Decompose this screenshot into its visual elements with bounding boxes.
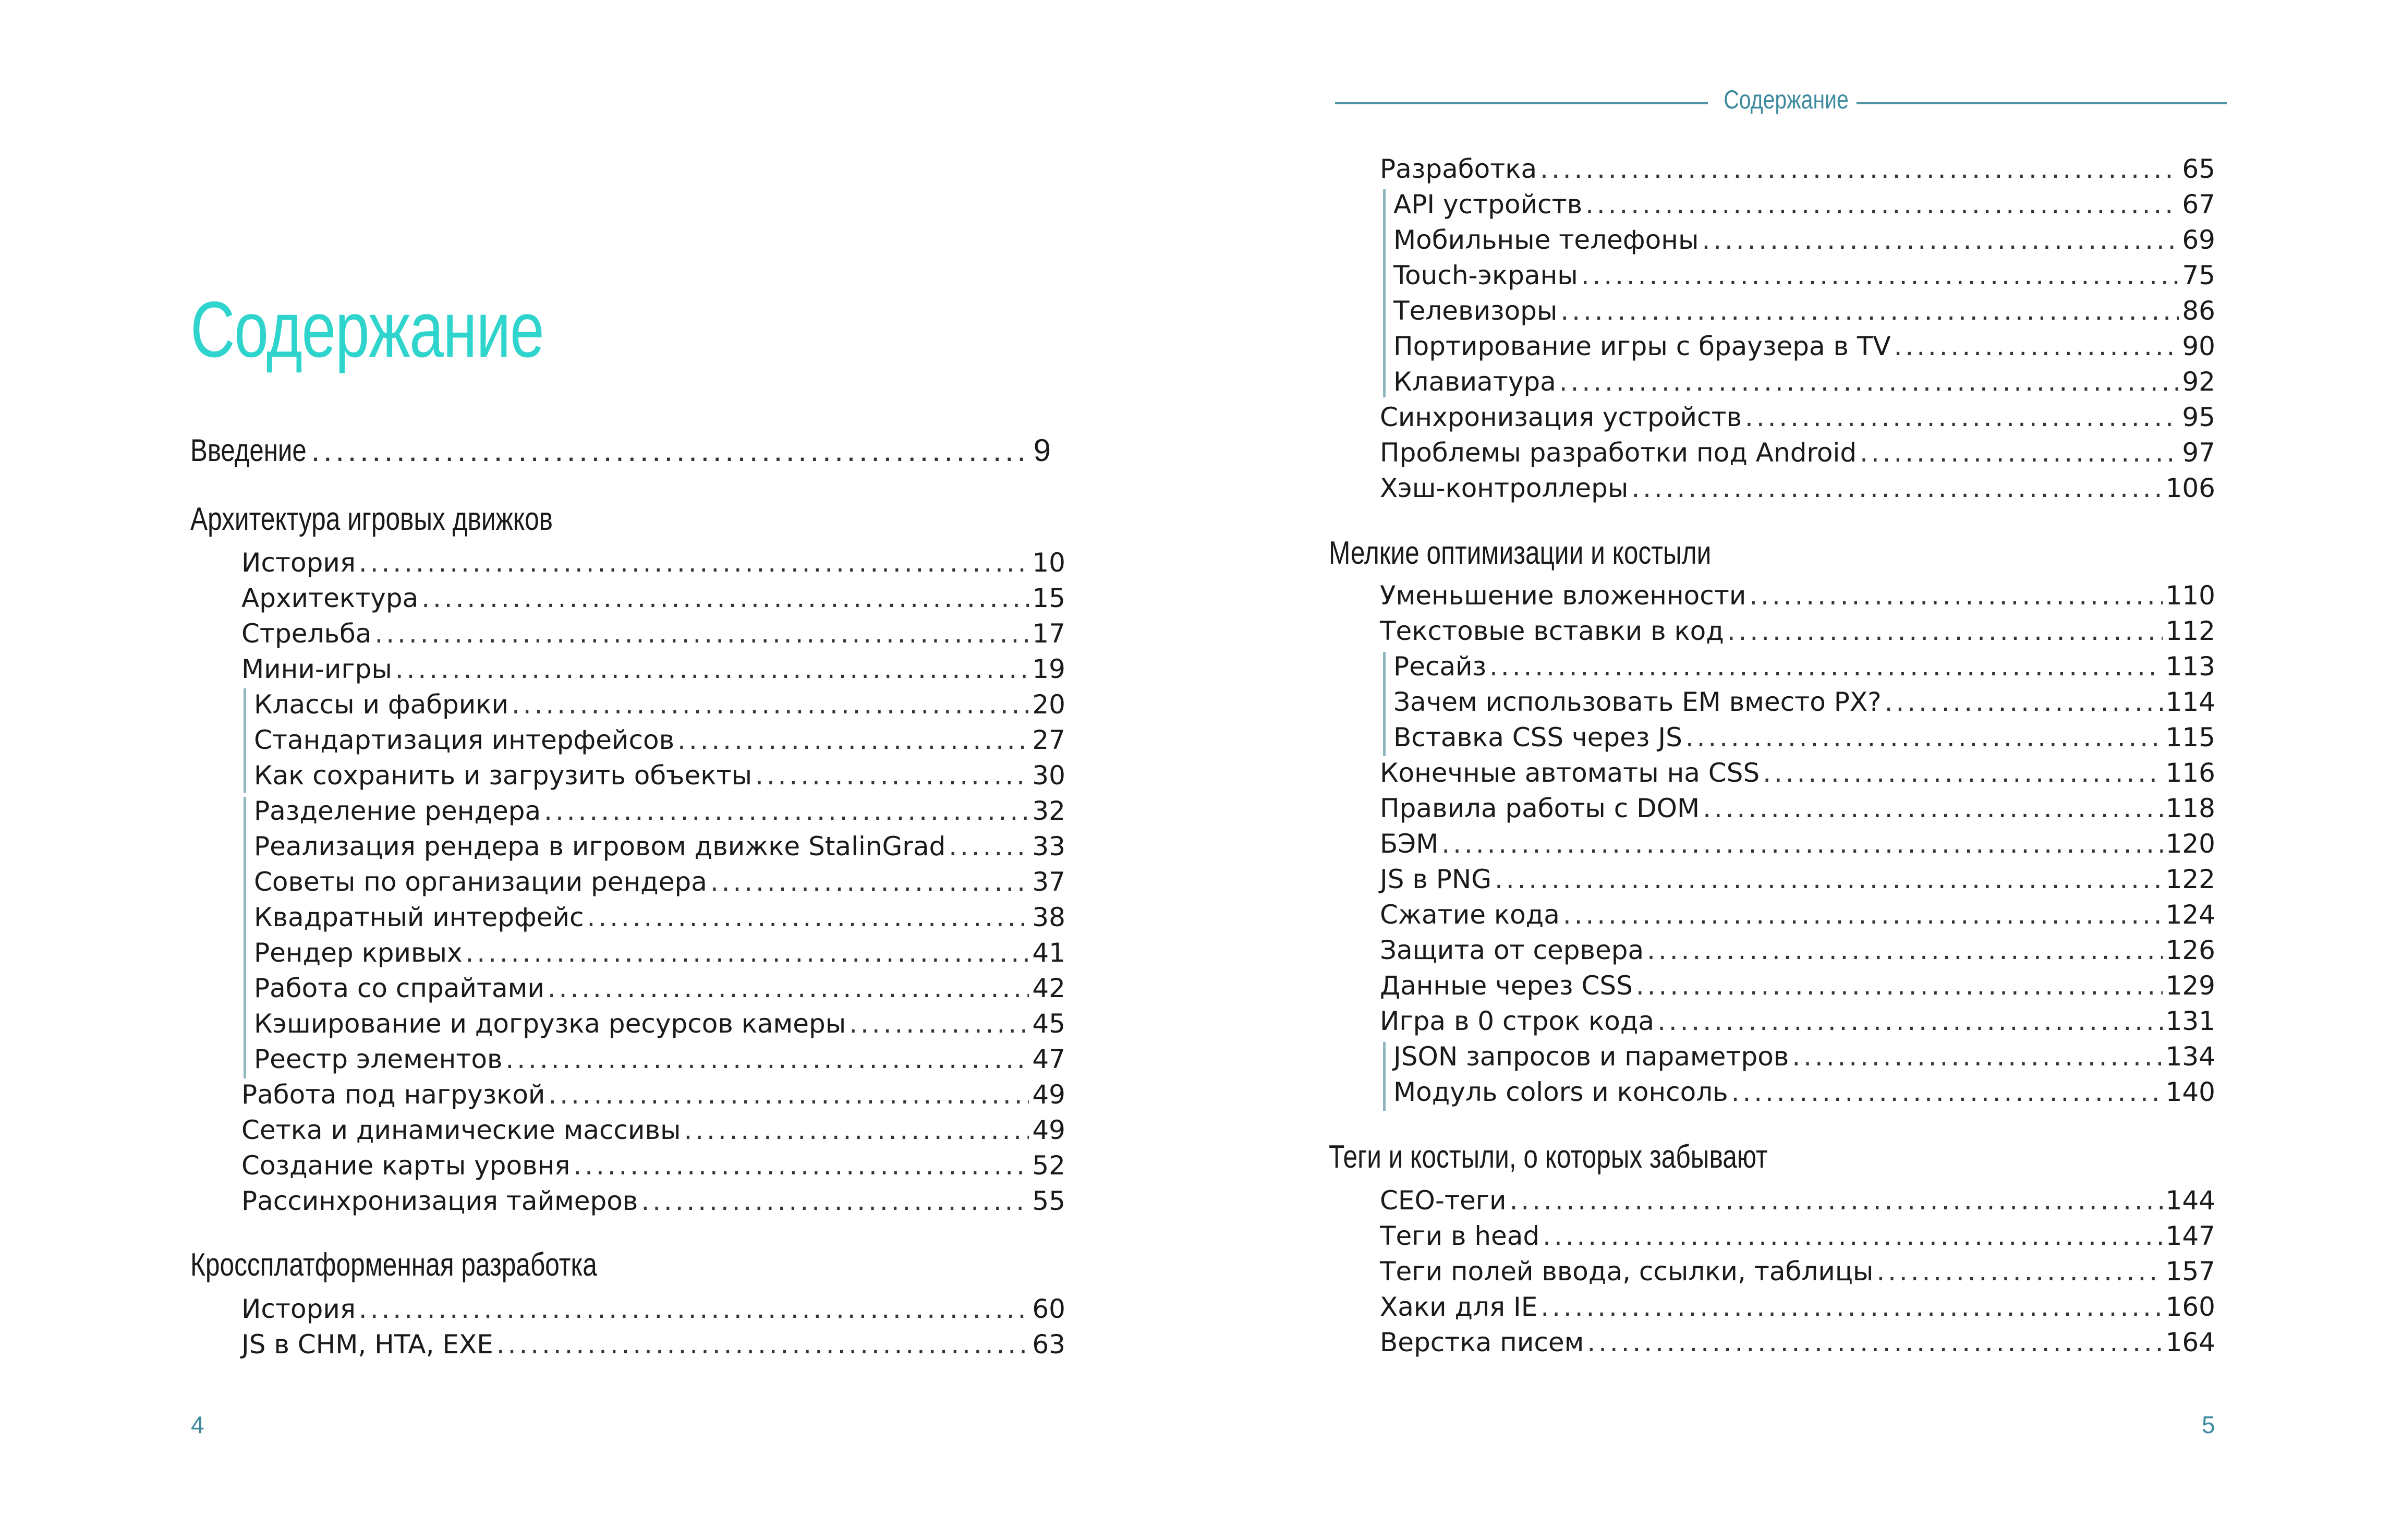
toc-entry-page: 55 bbox=[1032, 1186, 1065, 1216]
toc-entry[interactable] bbox=[254, 935, 1065, 971]
toc-entry[interactable] bbox=[1380, 1254, 2215, 1289]
subsection-bar bbox=[244, 688, 246, 793]
toc-entry[interactable] bbox=[241, 651, 1065, 687]
leader-dots bbox=[1631, 470, 2162, 506]
toc-entry-title: API устройств bbox=[1393, 189, 1583, 220]
toc-entry[interactable] bbox=[241, 1327, 1065, 1362]
leader-dots bbox=[1703, 791, 2162, 826]
toc-entry-page: 106 bbox=[2165, 473, 2215, 503]
toc-entry-page: 9 bbox=[1033, 433, 1051, 468]
leader-dots bbox=[374, 616, 1029, 651]
page-title: Содержание bbox=[190, 285, 544, 374]
toc-entry[interactable] bbox=[254, 793, 1065, 829]
toc-entry-page: 124 bbox=[2165, 900, 2215, 930]
section-heading: Мелкие оптимизации и костыли bbox=[1329, 535, 1712, 571]
toc-entry-title: История bbox=[241, 548, 356, 578]
toc-entry[interactable] bbox=[241, 1148, 1065, 1183]
toc-entry-title: Уменьшение вложенности bbox=[1380, 580, 1746, 611]
toc-entry-page: 122 bbox=[2165, 864, 2215, 894]
toc-entry[interactable] bbox=[1380, 755, 2215, 791]
toc-entry-title: Вставка CSS через JS bbox=[1393, 722, 1682, 753]
leader-dots bbox=[1540, 1289, 2162, 1325]
toc-entry-page: 52 bbox=[1032, 1150, 1065, 1181]
toc-entry-title: Модуль colors и консоль bbox=[1393, 1077, 1728, 1107]
section-heading: Архитектура игровых движков bbox=[190, 501, 553, 537]
toc-entry-title: СЕО-теги bbox=[1380, 1185, 1507, 1216]
leader-dots bbox=[466, 935, 1029, 971]
header-rule-right bbox=[1857, 102, 2227, 104]
subsection-bar bbox=[1383, 1042, 1386, 1111]
toc-entry[interactable] bbox=[241, 616, 1065, 651]
leader-dots bbox=[421, 580, 1029, 616]
toc-entry-title: Кэширование и догрузка ресурсов камеры bbox=[254, 1009, 846, 1039]
leader-dots bbox=[359, 545, 1029, 580]
toc-entry-page: 134 bbox=[2165, 1041, 2215, 1072]
leader-dots bbox=[1792, 1039, 2162, 1074]
toc-entry-page: 17 bbox=[1032, 619, 1065, 649]
toc-entry-page: 10 bbox=[1032, 548, 1065, 578]
leader-dots bbox=[710, 864, 1029, 900]
toc-entry-page: 116 bbox=[2165, 758, 2215, 788]
toc-entry[interactable] bbox=[1380, 791, 2215, 826]
toc-entry-title: Touch-экраны bbox=[1393, 260, 1578, 290]
toc-entry[interactable] bbox=[1380, 435, 2215, 470]
toc-entry-title: Данные через CSS bbox=[1380, 971, 1633, 1001]
toc-entry[interactable] bbox=[254, 722, 1065, 758]
subsection-bar bbox=[1383, 189, 1386, 397]
toc-entry[interactable] bbox=[1380, 399, 2215, 435]
leader-dots bbox=[849, 1006, 1029, 1041]
toc-entry[interactable] bbox=[254, 1006, 1065, 1041]
toc-entry-page: 110 bbox=[2165, 580, 2215, 611]
toc-entry-title: Правила работы с DOM bbox=[1380, 793, 1700, 823]
toc-entry[interactable] bbox=[254, 864, 1065, 900]
toc-entry-page: 20 bbox=[1032, 689, 1065, 720]
leader-dots bbox=[1876, 1254, 2162, 1289]
toc-entry-title: Реестр элементов bbox=[254, 1044, 503, 1074]
toc-entry[interactable] bbox=[241, 1291, 1065, 1327]
leader-dots bbox=[949, 829, 1029, 864]
toc-entry-page: 120 bbox=[2165, 829, 2215, 859]
toc-entry-title: Создание карты уровня bbox=[241, 1150, 571, 1181]
toc-entry[interactable] bbox=[254, 758, 1065, 793]
toc-entry-page: 75 bbox=[2182, 260, 2215, 290]
toc-entry[interactable] bbox=[1380, 613, 2215, 649]
toc-entry-page: 140 bbox=[2165, 1077, 2215, 1107]
toc-entry-title: Проблемы разработки под Android bbox=[1380, 438, 1857, 468]
toc-entry[interactable] bbox=[1380, 897, 2215, 932]
toc-entry-title: Советы по организации рендера bbox=[254, 867, 707, 897]
toc-entry[interactable] bbox=[241, 580, 1065, 616]
toc-entry-title: Текстовые вставки в код bbox=[1380, 616, 1724, 646]
leader-dots bbox=[359, 1291, 1029, 1327]
toc-entry[interactable] bbox=[1393, 329, 2215, 364]
toc-entry-page: 92 bbox=[2182, 367, 2215, 397]
toc-entry-title: Игра в 0 строк кода bbox=[1380, 1006, 1655, 1036]
toc-entry[interactable] bbox=[1393, 649, 2215, 684]
toc-entry[interactable] bbox=[254, 687, 1065, 722]
toc-entry[interactable] bbox=[1380, 1183, 2215, 1218]
leader-dots bbox=[1495, 862, 2163, 897]
header-rule-left bbox=[1335, 102, 1708, 104]
toc-entry[interactable] bbox=[241, 545, 1065, 580]
toc-entry-title: JS в CHM, HTA, EXE bbox=[241, 1329, 493, 1360]
leader-dots bbox=[1636, 968, 2163, 1003]
toc-entry-title: Мини-игры bbox=[241, 654, 392, 684]
toc-entry-title: Классы и фабрики bbox=[254, 689, 508, 720]
toc-entry-title: Архитектура bbox=[241, 583, 419, 613]
toc-entry-page: 33 bbox=[1032, 831, 1065, 862]
leader-dots bbox=[1543, 1218, 2162, 1254]
toc-entry-page: 49 bbox=[1032, 1080, 1065, 1110]
toc-entry[interactable] bbox=[1380, 932, 2215, 968]
toc-entry[interactable] bbox=[1380, 968, 2215, 1003]
leader-dots bbox=[1489, 649, 2162, 684]
leader-dots bbox=[1510, 1183, 2163, 1218]
toc-entry[interactable] bbox=[254, 900, 1065, 935]
toc-entry[interactable] bbox=[1393, 1039, 2215, 1074]
leader-dots bbox=[1731, 1074, 2163, 1110]
leader-dots bbox=[573, 1148, 1029, 1183]
toc-entry-title: Разработка bbox=[1380, 154, 1537, 184]
toc-entry-title: Разделение рендера bbox=[254, 796, 541, 826]
leader-dots bbox=[1749, 578, 2162, 613]
leader-dots bbox=[1657, 1003, 2163, 1039]
toc-entry[interactable] bbox=[254, 1041, 1065, 1077]
toc-entry[interactable] bbox=[1380, 862, 2215, 897]
leader-dots bbox=[1540, 151, 2179, 187]
toc-entry-page: 41 bbox=[1032, 938, 1065, 968]
toc-entry-page: 47 bbox=[1032, 1044, 1065, 1074]
toc-entry-title: Синхронизация устройств bbox=[1380, 402, 1742, 432]
toc-entry-title: Конечные автоматы на CSS bbox=[1380, 758, 1760, 788]
leader-dots bbox=[512, 687, 1029, 722]
toc-entry-page: 86 bbox=[2182, 296, 2215, 326]
toc-entry[interactable] bbox=[1393, 258, 2215, 293]
leader-dots bbox=[1581, 258, 2179, 293]
toc-entry-page: 160 bbox=[2165, 1292, 2215, 1322]
toc-entry-page: 27 bbox=[1032, 725, 1065, 755]
leader-dots bbox=[587, 900, 1029, 935]
section-heading: Кроссплатформенная разработка bbox=[190, 1247, 597, 1283]
toc-entry-title: Введение bbox=[190, 433, 307, 468]
toc-entry-title: Защита от сервера bbox=[1380, 935, 1644, 965]
running-header bbox=[1335, 84, 2227, 116]
leader-dots bbox=[1563, 897, 2163, 932]
subsection-bar bbox=[244, 797, 246, 1078]
toc-entry[interactable] bbox=[1393, 684, 2215, 720]
page-number-left: 4 bbox=[191, 1411, 204, 1438]
toc-entry[interactable] bbox=[1380, 578, 2215, 613]
toc-entry-page: 37 bbox=[1032, 867, 1065, 897]
toc-entry-title: Портирование игры с браузера в TV bbox=[1393, 331, 1891, 361]
toc-entry-page: 45 bbox=[1032, 1009, 1065, 1039]
leader-dots bbox=[1894, 329, 2179, 364]
toc-entry-page: 114 bbox=[2165, 687, 2215, 717]
running-header-label: Содержание bbox=[1724, 85, 1849, 114]
toc-entry[interactable] bbox=[1380, 1289, 2215, 1325]
toc-entry[interactable] bbox=[1393, 720, 2215, 755]
toc-entry-title: Хаки для IE bbox=[1380, 1292, 1538, 1322]
page-number-right: 5 bbox=[2202, 1411, 2215, 1438]
toc-entry-page: 63 bbox=[1032, 1329, 1065, 1360]
toc-entry[interactable] bbox=[254, 829, 1065, 864]
toc-entry-title: Зачем использовать EM вместо PX? bbox=[1393, 687, 1882, 717]
leader-dots bbox=[1885, 684, 2163, 720]
toc-entry[interactable] bbox=[241, 1183, 1065, 1219]
leader-dots bbox=[496, 1327, 1029, 1362]
toc-entry-page: 164 bbox=[2165, 1327, 2215, 1357]
toc-entry-page: 147 bbox=[2165, 1221, 2215, 1251]
toc-entry-page: 67 bbox=[2182, 189, 2215, 220]
toc-entry-title: Теги в head bbox=[1380, 1221, 1540, 1251]
leader-dots bbox=[1560, 293, 2179, 329]
toc-entry-title: Рендер кривых bbox=[254, 938, 463, 968]
toc-entry-title: Клавиатура bbox=[1393, 367, 1556, 397]
toc-entry-page: 131 bbox=[2165, 1006, 2215, 1036]
leader-dots bbox=[684, 1112, 1029, 1148]
toc-entry[interactable] bbox=[1380, 1218, 2215, 1254]
toc-entry-page: 32 bbox=[1032, 796, 1065, 826]
toc-entry[interactable] bbox=[1380, 470, 2215, 506]
toc-entry[interactable] bbox=[1393, 1074, 2215, 1110]
toc-entry-page: 42 bbox=[1032, 973, 1065, 1003]
leader-dots bbox=[1559, 364, 2179, 399]
toc-entry-page: 118 bbox=[2165, 793, 2215, 823]
toc-entry-page: 49 bbox=[1032, 1115, 1065, 1145]
leader-dots bbox=[641, 1183, 1029, 1219]
toc-entry-page: 129 bbox=[2165, 971, 2215, 1001]
toc-entry[interactable] bbox=[1393, 364, 2215, 399]
toc-entry-page: 69 bbox=[2182, 225, 2215, 255]
toc-entry-page: 38 bbox=[1032, 902, 1065, 932]
leader-dots bbox=[548, 971, 1029, 1006]
toc-entry-title: Сетка и динамические массивы bbox=[241, 1115, 681, 1145]
leader-dots bbox=[395, 651, 1029, 687]
toc-entry[interactable] bbox=[1380, 826, 2215, 862]
leader-dots bbox=[505, 1041, 1029, 1077]
toc-entry-page: 144 bbox=[2165, 1185, 2215, 1216]
toc-entry-page: 112 bbox=[2165, 616, 2215, 646]
toc-entry-title: Реализация рендера в игровом движке StalinGrad bbox=[254, 831, 946, 862]
toc-entry-title: Как сохранить и загрузить объекты bbox=[254, 760, 753, 791]
leader-dots bbox=[548, 1077, 1029, 1112]
leader-dots bbox=[311, 433, 1030, 468]
toc-entry-title: Сжатие кода bbox=[1380, 900, 1560, 930]
leader-dots bbox=[1647, 932, 2162, 968]
toc-entry-page: 113 bbox=[2165, 651, 2215, 682]
toc-entry-intro[interactable] bbox=[190, 433, 1051, 468]
toc-entry-title: Квадратный интерфейс bbox=[254, 902, 584, 932]
toc-entry-page: 115 bbox=[2165, 722, 2215, 753]
toc-entry-title: Работа под нагрузкой bbox=[241, 1080, 545, 1110]
toc-entry-title: Ресайз bbox=[1393, 651, 1487, 682]
toc-entry-title: JS в PNG bbox=[1380, 864, 1492, 894]
toc-entry-title: История bbox=[241, 1294, 356, 1324]
toc-entry-title: БЭМ bbox=[1380, 829, 1439, 859]
toc-entry-page: 157 bbox=[2165, 1256, 2215, 1287]
subsection-bar bbox=[1383, 652, 1386, 756]
toc-entry-page: 65 bbox=[2182, 154, 2215, 184]
toc-entry-title: Стрельба bbox=[241, 619, 372, 649]
toc-entry-page: 15 bbox=[1032, 583, 1065, 613]
toc-entry-page: 90 bbox=[2182, 331, 2215, 361]
toc-entry-page: 126 bbox=[2165, 935, 2215, 965]
leader-dots bbox=[1745, 399, 2179, 435]
toc-entry-page: 97 bbox=[2182, 438, 2215, 468]
toc-entry[interactable] bbox=[1393, 187, 2215, 222]
leader-dots bbox=[1587, 1325, 2162, 1360]
toc-entry[interactable] bbox=[241, 1077, 1065, 1112]
toc-entry-title: Стандартизация интерфейсов bbox=[254, 725, 675, 755]
leader-dots bbox=[755, 758, 1029, 793]
toc-entry-title: Верстка писем bbox=[1380, 1327, 1584, 1357]
toc-entry-page: 30 bbox=[1032, 760, 1065, 791]
toc-entry[interactable] bbox=[254, 971, 1065, 1006]
leader-dots bbox=[1727, 613, 2163, 649]
toc-entry-title: Хэш-контроллеры bbox=[1380, 473, 1629, 503]
toc-entry-title: Работа со спрайтами bbox=[254, 973, 544, 1003]
leader-dots bbox=[1860, 435, 2179, 470]
toc-entry[interactable] bbox=[1380, 151, 2215, 187]
toc-entry-title: Рассинхронизация таймеров bbox=[241, 1186, 638, 1216]
leader-dots bbox=[1763, 755, 2162, 791]
toc-entry[interactable] bbox=[1393, 222, 2215, 258]
toc-entry[interactable] bbox=[1393, 293, 2215, 329]
toc-entry-title: Теги полей ввода, ссылки, таблицы bbox=[1380, 1256, 1874, 1287]
toc-entry[interactable] bbox=[241, 1112, 1065, 1148]
leader-dots bbox=[1685, 720, 2163, 755]
toc-entry-page: 19 bbox=[1032, 654, 1065, 684]
toc-entry[interactable] bbox=[1380, 1325, 2215, 1360]
toc-entry[interactable] bbox=[1380, 1003, 2215, 1039]
section-heading: Теги и костыли, о которых забывают bbox=[1329, 1139, 1768, 1175]
leader-dots bbox=[1585, 187, 2179, 222]
leader-dots bbox=[1441, 826, 2162, 862]
leader-dots bbox=[1702, 222, 2179, 258]
toc-entry-page: 95 bbox=[2182, 402, 2215, 432]
leader-dots bbox=[677, 722, 1029, 758]
toc-entry-page: 60 bbox=[1032, 1294, 1065, 1324]
toc-entry-title: Телевизоры bbox=[1393, 296, 1558, 326]
leader-dots bbox=[544, 793, 1029, 829]
toc-entry-title: JSON запросов и параметров bbox=[1393, 1041, 1789, 1072]
toc-entry-title: Мобильные телефоны bbox=[1393, 225, 1699, 255]
